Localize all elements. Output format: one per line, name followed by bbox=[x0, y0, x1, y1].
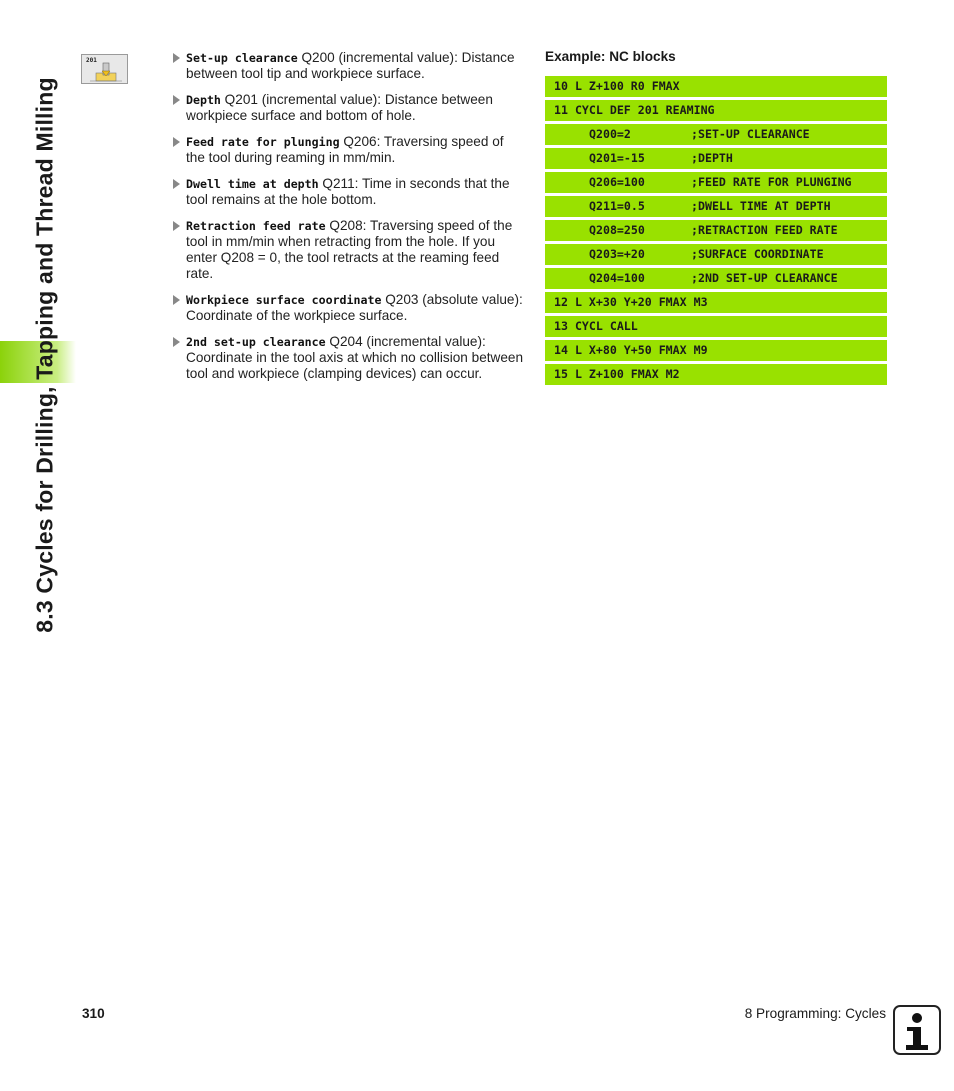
parameter-list bbox=[172, 50, 524, 392]
example-heading: Example: NC blocks bbox=[545, 49, 676, 64]
nc-block-row bbox=[545, 76, 887, 97]
nc-param-value: Q203=+20 bbox=[589, 247, 645, 261]
nc-example bbox=[545, 48, 887, 388]
param-code: Workpiece surface coordinate bbox=[186, 293, 382, 307]
nc-param-row bbox=[545, 268, 887, 289]
info-icon bbox=[893, 1005, 941, 1055]
nc-block-row bbox=[545, 292, 887, 313]
nc-block-code: 12 L X+30 Y+20 FMAX M3 bbox=[554, 295, 708, 309]
chapter-side-title-text: 8.3 Cycles for Drilling, Tapping and Thread Milling bbox=[31, 77, 58, 633]
nc-block-code: 10 L Z+100 R0 FMAX bbox=[554, 79, 680, 93]
param-description: Q201 (incremental value): Distance between workpiece surface and bottom of hole. bbox=[186, 92, 493, 123]
chapter-side-title bbox=[28, 50, 62, 660]
nc-param-comment: ;RETRACTION FEED RATE bbox=[691, 223, 838, 237]
info-icon-dot bbox=[912, 1013, 922, 1023]
param-dwell-time bbox=[172, 176, 524, 208]
bullet-arrow-icon bbox=[173, 137, 180, 147]
bullet-arrow-icon bbox=[173, 53, 180, 63]
info-icon-stem bbox=[913, 1027, 921, 1047]
nc-param-value: Q201=-15 bbox=[589, 151, 645, 165]
param-description: Q200 (incremental value): Distance between tool tip and workpiece surface. bbox=[186, 50, 515, 81]
bullet-arrow-icon bbox=[173, 95, 180, 105]
bullet-arrow-icon bbox=[173, 295, 180, 305]
nc-param-value: Q200=2 bbox=[589, 127, 631, 141]
param-description: Q208: Traversing speed of the tool in mm/min when retracting from the hole. If you enter Q208 = 0, the tool retracts at the reaming feed rate. bbox=[186, 218, 513, 281]
nc-param-row bbox=[545, 124, 887, 145]
nc-block-code: 11 CYCL DEF 201 REAMING bbox=[554, 103, 715, 117]
nc-param-row bbox=[545, 220, 887, 241]
nc-block-code: 13 CYCL CALL bbox=[554, 319, 638, 333]
param-description: Q206: Traversing speed of the tool during reaming in mm/min. bbox=[186, 134, 504, 165]
param-2nd-setup-clearance bbox=[172, 334, 524, 382]
info-icon-serif-bottom bbox=[906, 1045, 928, 1050]
nc-param-row bbox=[545, 148, 887, 169]
param-depth bbox=[172, 92, 524, 124]
nc-param-value: Q206=100 bbox=[589, 175, 645, 189]
param-description: Q203 (absolute value): Coordinate of the workpiece surface. bbox=[186, 292, 523, 323]
nc-block-code: 14 L X+80 Y+50 FMAX M9 bbox=[554, 343, 708, 357]
param-feed-rate-plunging bbox=[172, 134, 524, 166]
param-code: Dwell time at depth bbox=[186, 177, 319, 191]
nc-param-row bbox=[545, 172, 887, 193]
nc-param-comment: ;DWELL TIME AT DEPTH bbox=[691, 199, 831, 213]
nc-param-comment: ;SURFACE COORDINATE bbox=[691, 247, 824, 261]
nc-param-comment: ;FEED RATE FOR PLUNGING bbox=[691, 175, 852, 189]
param-retraction-feed-rate bbox=[172, 218, 524, 282]
nc-param-comment: ;DEPTH bbox=[691, 151, 733, 165]
bullet-arrow-icon bbox=[173, 179, 180, 189]
param-description: Q211: Time in seconds that the tool remains at the hole bottom. bbox=[186, 176, 510, 207]
nc-block-row bbox=[545, 100, 887, 121]
nc-block-row bbox=[545, 340, 887, 361]
nc-block-row bbox=[545, 364, 887, 385]
param-setup-clearance bbox=[172, 50, 524, 82]
nc-param-row bbox=[545, 196, 887, 217]
param-code: Depth bbox=[186, 93, 221, 107]
cycle-number: 201 bbox=[86, 57, 97, 64]
nc-param-row bbox=[545, 244, 887, 265]
reaming-cycle-icon bbox=[81, 54, 128, 84]
page-number: 310 bbox=[82, 1006, 105, 1021]
reaming-tool-graphic bbox=[82, 55, 127, 83]
nc-param-comment: ;2ND SET-UP CLEARANCE bbox=[691, 271, 838, 285]
nc-param-comment: ;SET-UP CLEARANCE bbox=[691, 127, 810, 141]
param-code: 2nd set-up clearance bbox=[186, 335, 326, 349]
param-description: Q204 (incremental value): Coordinate in the tool axis at which no collision between tool and workpiece (clamping devices) can occur. bbox=[186, 334, 524, 381]
bullet-arrow-icon bbox=[173, 337, 180, 347]
param-workpiece-surface-coordinate bbox=[172, 292, 524, 324]
nc-block-row bbox=[545, 316, 887, 337]
param-code: Feed rate for plunging bbox=[186, 135, 340, 149]
nc-param-value: Q211=0.5 bbox=[589, 199, 645, 213]
param-code: Set-up clearance bbox=[186, 51, 298, 65]
bullet-arrow-icon bbox=[173, 221, 180, 231]
param-code: Retraction feed rate bbox=[186, 219, 326, 233]
nc-block-code: 15 L Z+100 FMAX M2 bbox=[554, 367, 680, 381]
nc-param-value: Q204=100 bbox=[589, 271, 645, 285]
nc-param-value: Q208=250 bbox=[589, 223, 645, 237]
footer-chapter-title: 8 Programming: Cycles bbox=[744, 1006, 886, 1021]
